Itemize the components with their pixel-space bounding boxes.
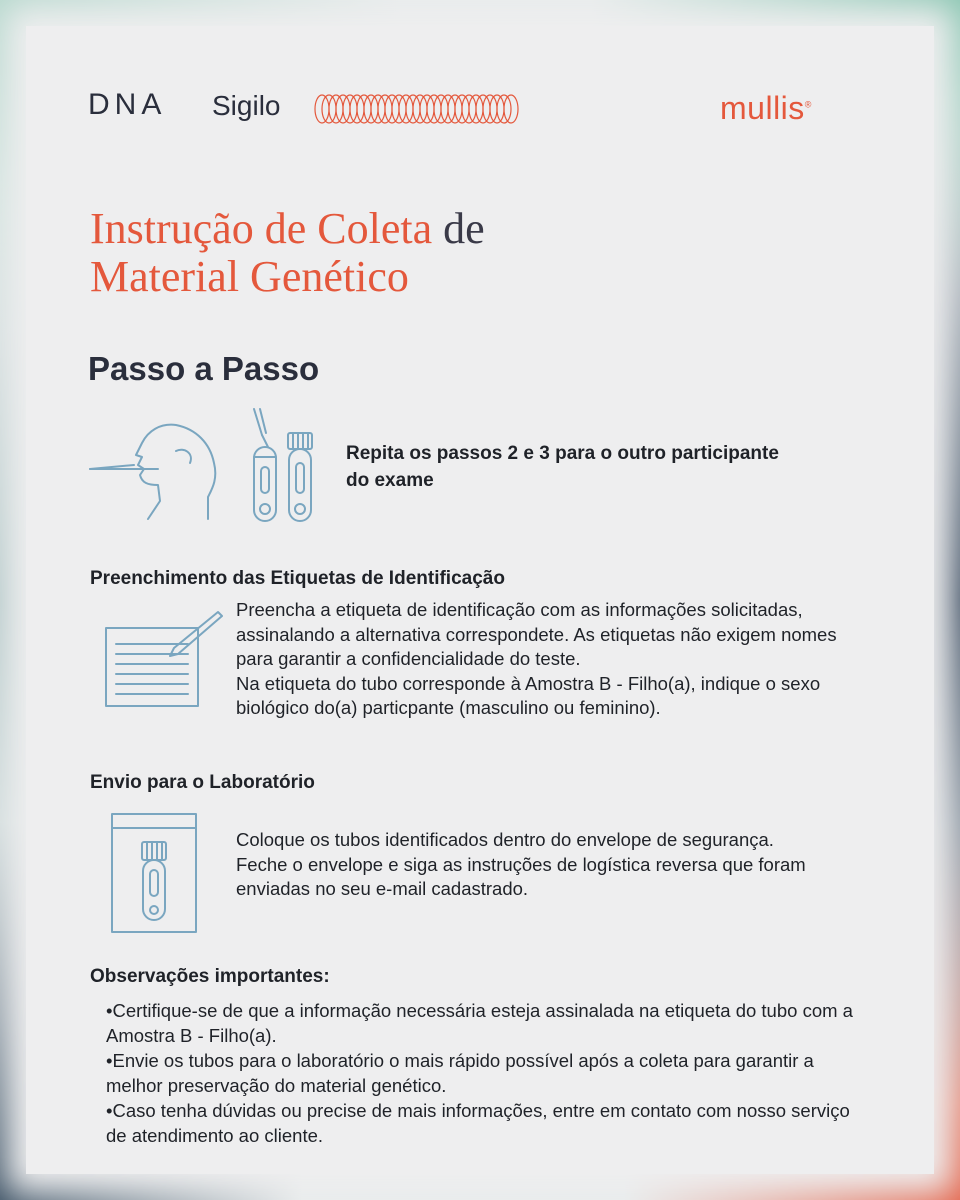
brand-sigilo: Sigilo [212,90,281,121]
partner-name: mullis [720,90,805,126]
notes-item-2: • Envie os tubos para o laboratório o mais rápido possível após a coleta para garantir a melhor preservação do material genético. [106,1048,866,1098]
partner-logo [720,90,812,127]
notes-item-3: • Caso tenha dúvidas ou precise de mais informações, entre em contato com nosso serviço de atendimento ao cliente. [106,1098,866,1148]
shipping-paragraph-1: Coloque os tubos identificados dentro do envelope de segurança. [236,829,774,850]
labels-text [236,598,866,721]
notes-heading: Observações importantes: [90,966,330,987]
shipping-paragraph-2: Feche o envelope e siga as instruções de logística reversa que foram enviadas no seu e-mail cadastrado. [236,853,806,899]
shipping-heading: Envio para o Laboratório [90,772,315,793]
brand-dna: DNA [88,88,167,121]
labels-paragraph-1: Preencha a etiqueta de identificação com as informações solicitadas, assinalando a alternativa correspondete. As etiquetas não exigem nomes para garantir a confidencialidade do teste. [236,599,837,669]
labels-paragraph-2: Na etiqueta do tubo corresponde à Amostra B - Filho(a), indique o sexo biológico do(a) particpante (masculino ou feminino). [236,672,821,718]
title-accent: Instrução de Coleta [90,204,433,253]
section-title: Passo a Passo [88,350,320,387]
labels-heading: Preenchimento das Etiquetas de Identificação [90,568,505,589]
shipping-text [236,828,866,902]
title-line2: Material Genético [90,252,409,301]
title-rest: de [443,204,485,253]
page-title [90,205,485,301]
envelope-tube-icon [110,812,200,936]
notes-list [106,998,866,1148]
coil-decoration-icon [312,92,524,126]
notes-item-1: • Certifique-se de que a informação necessária esteja assinalada na etiqueta do tubo com a Amostra B - Filho(a). [106,998,866,1048]
registered-mark: ® [804,99,812,110]
face-swab-icon [88,405,228,525]
sample-tubes-icon [246,405,326,527]
label-form-icon [100,606,228,710]
step-repeat-text: Repita os passos 2 e 3 para o outro participante do exame [346,443,779,491]
